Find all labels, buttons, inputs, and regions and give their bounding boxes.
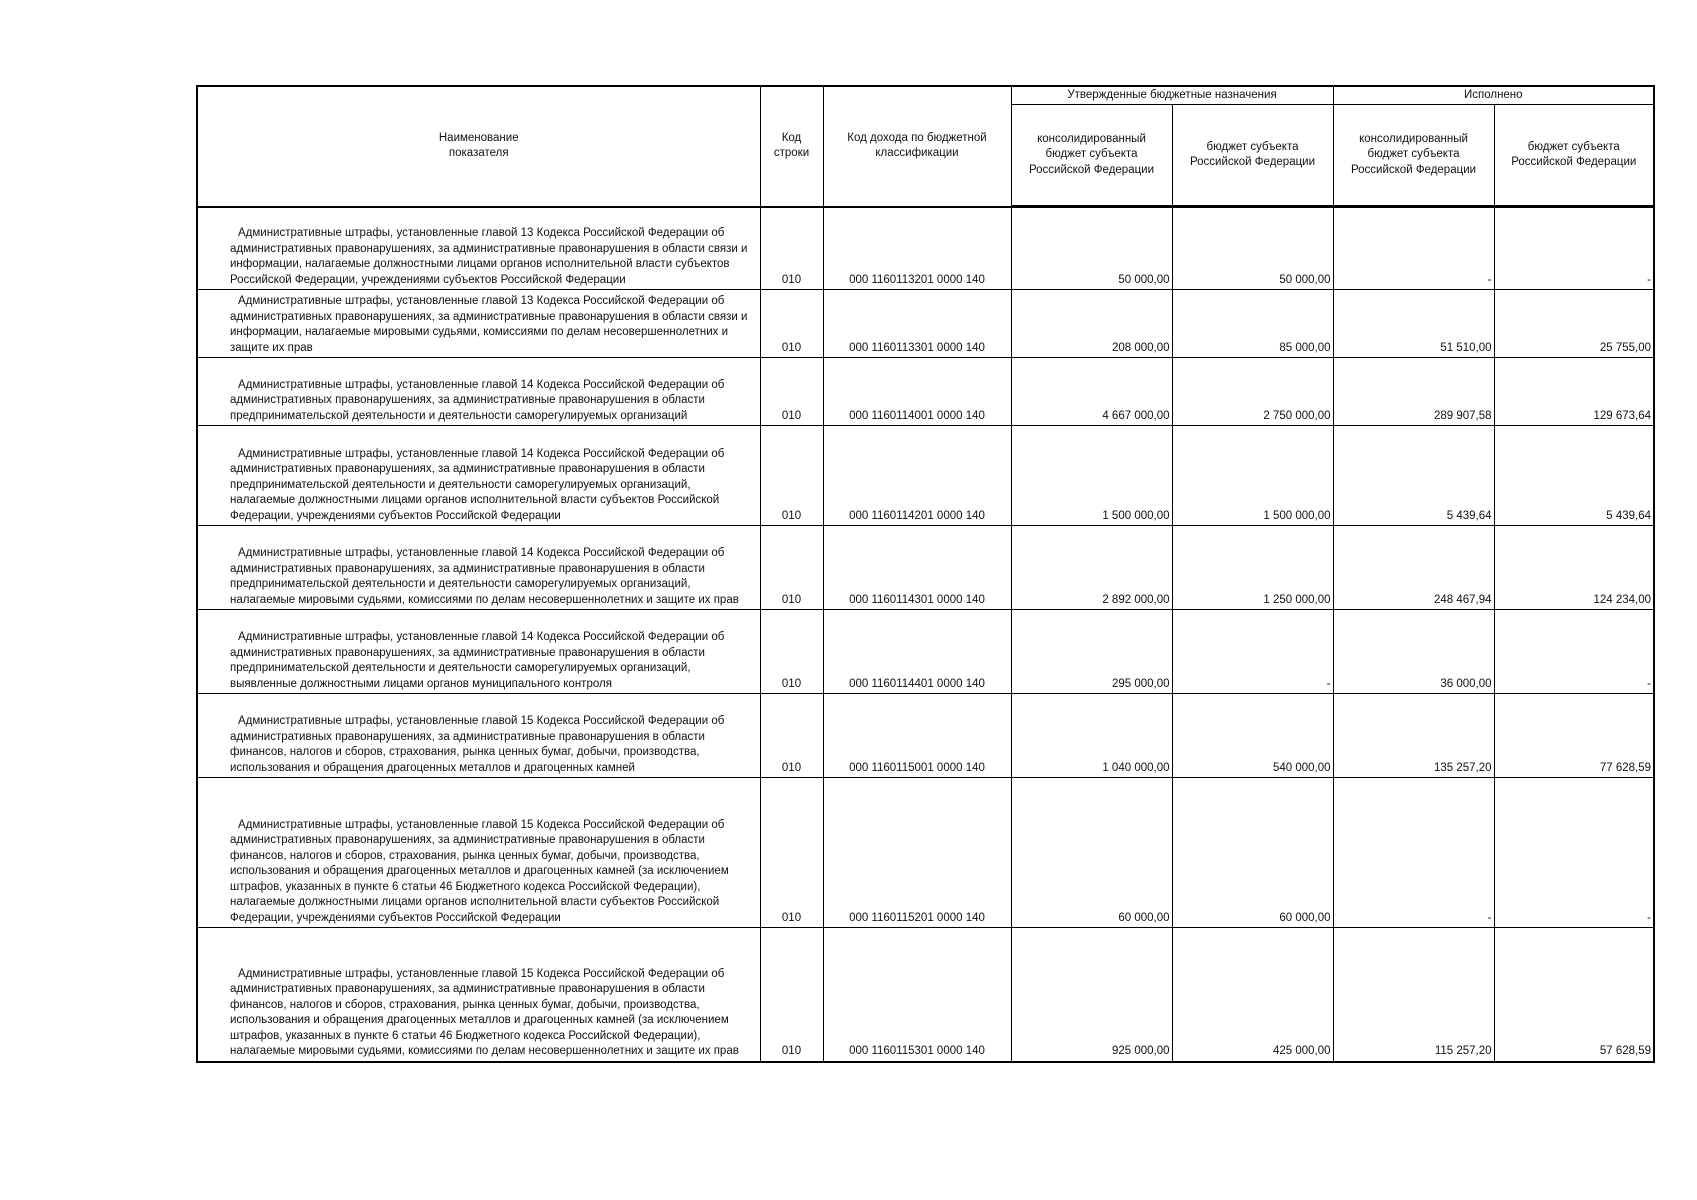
row-revenue-code: 000 1160114301 0000 140 [823, 526, 1011, 610]
row-approved-subject: 85 000,00 [1172, 290, 1333, 358]
row-executed-subject: 5 439,64 [1494, 426, 1654, 526]
header-approved-subject: бюджет субъекта Российской Федерации [1172, 105, 1333, 207]
row-approved-subject: 60 000,00 [1172, 778, 1333, 928]
row-executed-subject: 25 755,00 [1494, 290, 1654, 358]
row-indicator-name: Административные штрафы, установленные главой 14 Кодекса Российской Федерации об административных правонарушениях, за административные правонарушения в области предпринимательской деятельности и деятельности саморегулируемых организаций, налагаемые мировыми судьями, комиссиями по делам несовершеннолетних и защите их прав [197, 526, 760, 610]
table-row [197, 778, 1654, 928]
row-executed-consolidated: - [1333, 778, 1494, 928]
header-row-code: Код строки [760, 86, 823, 207]
table-row [197, 358, 1654, 426]
header-group-approved: Утвержденные бюджетные назначения [1011, 86, 1333, 105]
row-approved-subject: 1 500 000,00 [1172, 426, 1333, 526]
row-executed-consolidated: 289 907,58 [1333, 358, 1494, 426]
row-executed-consolidated: 5 439,64 [1333, 426, 1494, 526]
table-row [197, 426, 1654, 526]
table-row [197, 610, 1654, 694]
row-code: 010 [760, 928, 823, 1062]
table-row [197, 526, 1654, 610]
row-revenue-code: 000 1160113201 0000 140 [823, 207, 1011, 290]
row-code: 010 [760, 290, 823, 358]
row-code: 010 [760, 694, 823, 778]
header-revenue-code: Код дохода по бюджетной классификации [823, 86, 1011, 207]
row-indicator-name: Административные штрафы, установленные главой 13 Кодекса Российской Федерации об административных правонарушениях, за административные правонарушения в области связи и информации, налагаемые мировыми судьями, комиссиями по делам несовершеннолетних и защите их прав [197, 290, 760, 358]
row-indicator-name: Административные штрафы, установленные главой 15 Кодекса Российской Федерации об административных правонарушениях, за административные правонарушения в области финансов, налогов и сборов, страхования, рынка ценных бумаг, добычи, производства, использования и обращения драгоценных металлов и драгоценных камней (за исключением штрафов, указанных в пункте 6 статьи 46 Бюджетного кодекса Российской Федерации), налагаемые мировыми судьями, комиссиями по делам несовершеннолетних и защите их прав [197, 928, 760, 1062]
table-row [197, 928, 1654, 1062]
header-row-groups [197, 86, 1654, 105]
row-executed-subject: 124 234,00 [1494, 526, 1654, 610]
row-indicator-name: Административные штрафы, установленные главой 14 Кодекса Российской Федерации об административных правонарушениях, за административные правонарушения в области предпринимательской деятельности и деятельности саморегулируемых организаций, выявленные должностными лицами органов муниципального контроля [197, 610, 760, 694]
header-executed-consolidated: консолидированный бюджет субъекта Российской Федерации [1333, 105, 1494, 207]
row-approved-consolidated: 50 000,00 [1011, 207, 1172, 290]
row-executed-subject: - [1494, 778, 1654, 928]
row-approved-subject: 50 000,00 [1172, 207, 1333, 290]
row-code: 010 [760, 358, 823, 426]
row-approved-subject: 425 000,00 [1172, 928, 1333, 1062]
row-approved-subject: 2 750 000,00 [1172, 358, 1333, 426]
row-approved-consolidated: 4 667 000,00 [1011, 358, 1172, 426]
row-code: 010 [760, 778, 823, 928]
row-revenue-code: 000 1160114201 0000 140 [823, 426, 1011, 526]
header-indicator-name: Наименование показателя [197, 86, 760, 207]
row-indicator-name: Административные штрафы, установленные главой 15 Кодекса Российской Федерации об административных правонарушениях, за административные правонарушения в области финансов, налогов и сборов, страхования, рынка ценных бумаг, добычи, производства, использования и обращения драгоценных металлов и драгоценных камней (за исключением штрафов, указанных в пункте 6 статьи 46 Бюджетного кодекса Российской Федерации), налагаемые должностными лицами органов исполнительной власти субъектов Российской Федерации, учреждениями субъектов Российской Федерации [197, 778, 760, 928]
row-executed-subject: - [1494, 610, 1654, 694]
row-indicator-name: Административные штрафы, установленные главой 15 Кодекса Российской Федерации об административных правонарушениях, за административные правонарушения в области финансов, налогов и сборов, страхования, рынка ценных бумаг, добычи, производства, использования и обращения драгоценных металлов и драгоценных камней [197, 694, 760, 778]
row-indicator-name: Административные штрафы, установленные главой 13 Кодекса Российской Федерации об административных правонарушениях, за административные правонарушения в области связи и информации, налагаемые должностными лицами органов исполнительной власти субъектов Российской Федерации, учреждениями субъектов Российской Федерации [197, 207, 760, 290]
row-executed-consolidated: 135 257,20 [1333, 694, 1494, 778]
row-approved-consolidated: 208 000,00 [1011, 290, 1172, 358]
row-approved-subject: 1 250 000,00 [1172, 526, 1333, 610]
row-approved-consolidated: 60 000,00 [1011, 778, 1172, 928]
table-row [197, 290, 1654, 358]
row-executed-subject: 77 628,59 [1494, 694, 1654, 778]
row-approved-consolidated: 295 000,00 [1011, 610, 1172, 694]
row-code: 010 [760, 207, 823, 290]
row-revenue-code: 000 1160114401 0000 140 [823, 610, 1011, 694]
table-row [197, 207, 1654, 290]
table-row [197, 694, 1654, 778]
row-approved-subject: - [1172, 610, 1333, 694]
row-approved-consolidated: 1 040 000,00 [1011, 694, 1172, 778]
row-approved-subject: 540 000,00 [1172, 694, 1333, 778]
row-approved-consolidated: 925 000,00 [1011, 928, 1172, 1062]
row-approved-consolidated: 2 892 000,00 [1011, 526, 1172, 610]
row-executed-subject: 57 628,59 [1494, 928, 1654, 1062]
row-revenue-code: 000 1160113301 0000 140 [823, 290, 1011, 358]
row-executed-consolidated: 51 510,00 [1333, 290, 1494, 358]
row-executed-consolidated: - [1333, 207, 1494, 290]
row-approved-consolidated: 1 500 000,00 [1011, 426, 1172, 526]
row-executed-consolidated: 115 257,20 [1333, 928, 1494, 1062]
row-executed-consolidated: 248 467,94 [1333, 526, 1494, 610]
row-code: 010 [760, 610, 823, 694]
row-indicator-name: Административные штрафы, установленные главой 14 Кодекса Российской Федерации об административных правонарушениях, за административные правонарушения в области предпринимательской деятельности и деятельности саморегулируемых организаций, налагаемые должностными лицами органов исполнительной власти субъектов Российской Федерации, учреждениями субъектов Российской Федерации [197, 426, 760, 526]
row-revenue-code: 000 1160115001 0000 140 [823, 694, 1011, 778]
row-indicator-name: Административные штрафы, установленные главой 14 Кодекса Российской Федерации об административных правонарушениях, за административные правонарушения в области предпринимательской деятельности и деятельности саморегулируемых организаций [197, 358, 760, 426]
row-executed-consolidated: 36 000,00 [1333, 610, 1494, 694]
row-revenue-code: 000 1160115201 0000 140 [823, 778, 1011, 928]
row-executed-subject: 129 673,64 [1494, 358, 1654, 426]
budget-revenue-table [196, 85, 1655, 1063]
row-revenue-code: 000 1160114001 0000 140 [823, 358, 1011, 426]
header-approved-consolidated: консолидированный бюджет субъекта Российской Федерации [1011, 105, 1172, 207]
row-code: 010 [760, 526, 823, 610]
row-executed-subject: - [1494, 207, 1654, 290]
header-group-executed: Исполнено [1333, 86, 1654, 105]
row-revenue-code: 000 1160115301 0000 140 [823, 928, 1011, 1062]
row-code: 010 [760, 426, 823, 526]
header-executed-subject: бюджет субъекта Российской Федерации [1494, 105, 1654, 207]
